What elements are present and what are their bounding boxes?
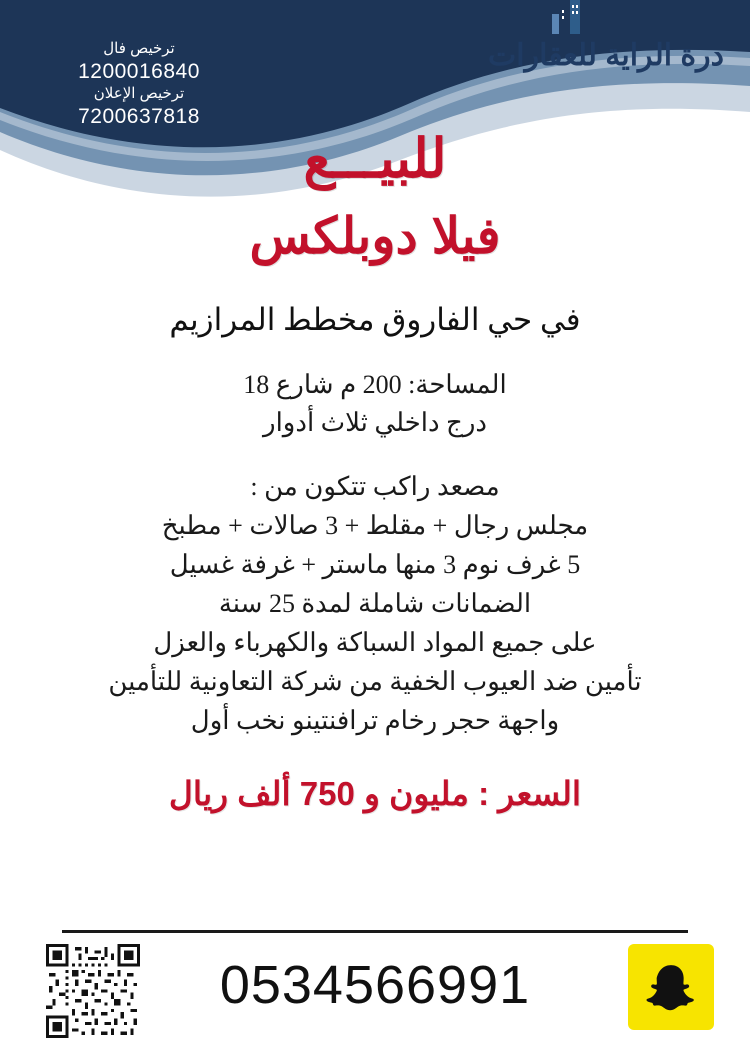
price-text: السعر : مليون و 750 ألف ريال [168,775,582,813]
ad-license-number: 7200637818 [78,104,200,128]
detail-line: واجهة حجر رخام ترافنتينو نخب أول [190,706,560,736]
detail-line: مصعد راكب تتكون من : [250,472,500,502]
license-info [44,40,234,130]
snapchat-badge[interactable] [628,944,714,1030]
footer-bar [0,940,750,1050]
detail-line: 5 غرف نوم 3 منها ماستر + غرفة غسيل [169,550,581,580]
detail-line: على جميع المواد السباكة والكهرباء والعزل [153,628,597,658]
company-name: درة الراية للعقارات [488,39,724,72]
headline-property-type: فيلا دوبلكس [249,208,501,265]
flyer-content [0,128,750,813]
snapchat-ghost-icon [644,960,698,1014]
building-logo-icon [548,0,592,34]
detail-line: تأمين ضد العيوب الخفية من شركة التعاونية للتأمين [108,667,642,697]
property-specs [0,366,750,441]
detail-line: مجلس رجال + مقلط + 3 صالات + مطبخ [161,511,589,541]
ad-license-label: ترخيص الإعلان [93,85,185,102]
property-location: في حي الفاروق مخطط المرازيم [169,301,581,337]
spec-line: المساحة: 200 م شارع 18 [243,369,507,399]
fal-license-label: ترخيص فال [103,40,175,57]
footer-divider [62,930,688,933]
phone-number[interactable]: 0534566991 [219,955,531,1015]
detail-line: الضمانات شاملة لمدة 25 سنة [218,589,532,619]
spec-line: درج داخلي ثلاث أدوار [263,407,487,437]
fal-license-number: 1200016840 [78,59,200,83]
headline-for-sale: للبيـــع [303,129,447,189]
property-details [0,467,750,740]
